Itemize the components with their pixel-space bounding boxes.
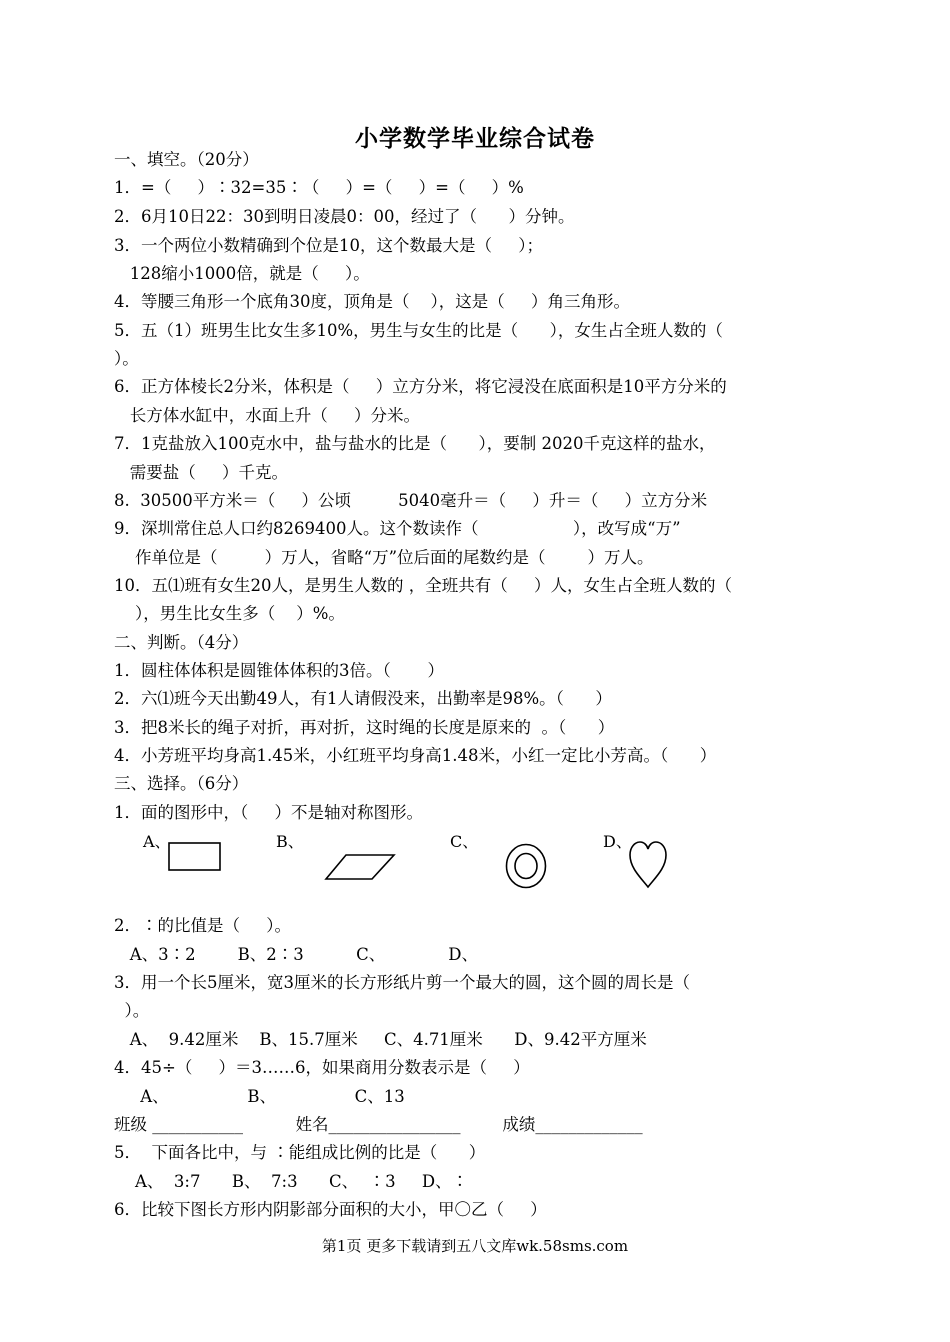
question-line: 4．等腰三角形一个底角30度，顶角是（ ），这是（ ）角三角形。 [114,292,630,311]
section-judge-heading: 二、判断。（4分） [114,633,249,652]
question-line: 2．6月10日22：30到明日凌晨0：00，经过了（ ）分钟。 [114,207,575,226]
question-line: 6．比较下图长方形内阴影部分面积的大小，甲〇乙（ ） [114,1200,547,1219]
question-line: 8. 30500平方米＝（ ）公顷 5040毫升＝（ ）升＝（ ）立方分米 [114,491,708,510]
question-line: 1．面的图形中，（ ）不是轴对称图形。 [114,803,423,822]
option-label-c: C、 [450,832,479,851]
question-options: A、3∶2 B、2∶3 C、 D、 [114,945,478,964]
question-line: 5． 下面各比中，与 ∶能组成比例的比是（ ） [114,1143,486,1162]
question-line: 4．小芳班平均身高1.45米，小红班平均身高1.48米，小红一定比小芳高。（ ） [114,746,717,765]
option-label-d: D、 [603,832,632,851]
question-line: 长方体水缸中，水面上升（ ）分米。 [114,406,420,425]
option-label-b: B、 [276,832,304,851]
question-line: 6．正方体棱长2分米，体积是（ ）立方分米，将它浸没在底面积是10平方分米的 [114,377,727,396]
question-line: 3．用一个长5厘米，宽3厘米的长方形纸片剪一个最大的圆，这个圆的周长是（ [114,973,690,992]
question-options: A、 9.42厘米 B、15.7厘米 C、4.71厘米 D、9.42平方厘米 [114,1030,647,1049]
question-line: 5．五（1）班男生比女生多10%，男生与女生的比是（ ），女生占全班人数的（ [114,321,723,340]
question-line: 2．六⑴班今天出勤49人，有1人请假没来，出勤率是98%。（ ） [114,689,612,708]
question-line: 作单位是（ ）万人，省略“万”位后面的尾数约是（ ）万人。 [114,548,654,567]
question-line: 10．五⑴班有女生20人，是男生人数的 ，全班共有（ ）人，女生占全班人数的（ [114,576,732,595]
question-line: 2．∶的比值是（ ）。 [114,916,291,935]
concentric-circles-shape [504,842,548,890]
question-line: 1．=（ ）∶32=35∶（ ）=（ ）=（ ）% [114,178,524,197]
question-line: ）。 [114,349,139,368]
question-line: ），男生比女生多（ ）%。 [114,604,345,623]
question-line: 7．1克盐放入100克水中，盐与盐水的比是（ ），要制 2020千克这样的盐水， [114,434,716,453]
heart-shape [627,840,669,890]
parallelogram-shape [324,853,396,881]
question-line: 4．45÷（ ）＝3……6，如果商用分数表示是（ ） [114,1058,530,1077]
question-line: 3．一个两位小数精确到个位是10，这个数最大是（ ）； [114,236,543,255]
exam-title: 小学数学毕业综合试卷 [355,125,595,152]
question-line: 3．把8米长的绳子对折，再对折，这时绳的长度是原来的 。（ ） [114,718,615,737]
section-fill-blank-heading: 一、填空。（20分） [114,150,259,169]
question-line: 1．圆柱体体积是圆锥体体积的3倍。（ ） [114,661,444,680]
question-line: ）。 [114,1001,150,1020]
student-info-line: 班级 ___________ 姓名________________ 成绩_____________ [114,1115,643,1134]
section-choice-heading: 三、选择。（6分） [114,774,249,793]
rectangle-shape [168,842,222,872]
question-options: A、 B、 C、13 [114,1087,405,1106]
question-line: 128缩小1000倍，就是（ ）。 [114,264,370,283]
question-line: 需要盐（ ）千克。 [114,463,288,482]
page-footer: 第1页 更多下载请到五八文库wk.58sms.com [321,1237,629,1255]
question-line: 9．深圳常住总人口约8269400人。这个数读作（ ），改写成“万” [114,519,681,538]
question-options: A、 3:7 B、 7:3 C、 ∶3 D、∶ [114,1172,469,1191]
option-label-a: A、 [143,832,171,851]
